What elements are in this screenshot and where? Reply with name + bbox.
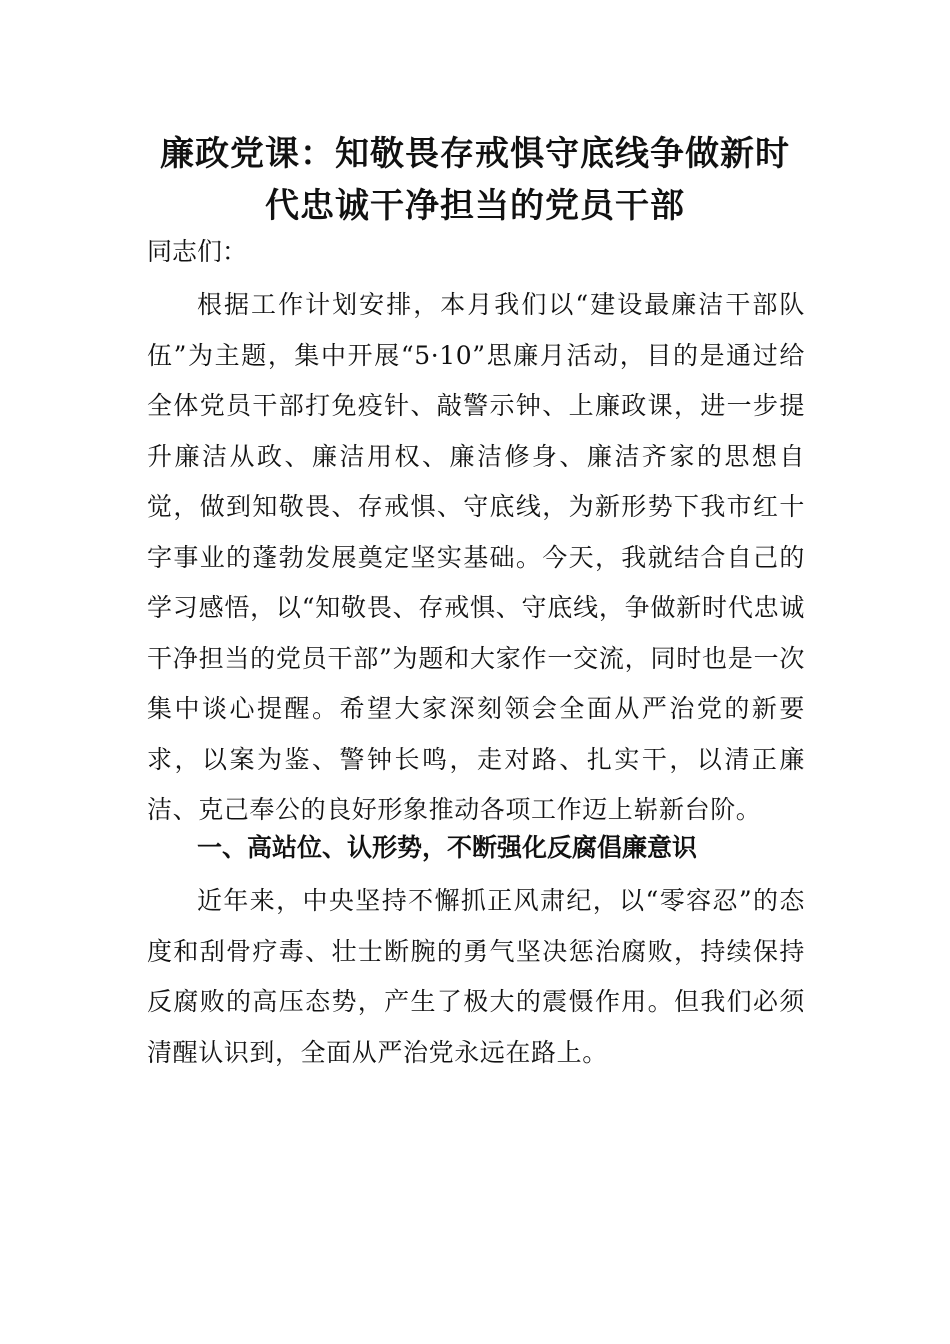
section-heading-1: 一、高站位、认形势，不断强化反腐倡廉意识 bbox=[197, 833, 698, 862]
document-title-line-2: 代忠诚干净担当的党员干部 bbox=[265, 186, 685, 226]
body-paragraph-1: 根据工作计划安排，本月我们以“建设最廉洁干部队伍”为主题，集中开展“5·10”思廉月活动，目的是通过给全体党员干部打免疫针、敲警示钟、上廉政课，进一步提升廉洁从政、廉洁用权、廉洁修身、廉洁齐家的思想自觉，做到知敬畏、存戒惧、守底线，为新形势下我市红十字事业的蓬勃发展奠定坚实基础。今天，我就结合自己的学习感悟，以“知敬畏、存戒惧、守底线，争做新时代忠诚干净担当的党员干部”为题和大家作一交流，同时也是一次集中谈心提醒。希望大家深刻领会全面从严治党的新要求，以案为鉴、警钟长鸣，走对路、扎实干，以清正廉洁、克己奉公的良好形象推动各项工作迈上崭新台阶。 bbox=[147, 290, 805, 824]
body-paragraph-2: 近年来，中央坚持不懈抓正风肃纪，以“零容忍”的态度和刮骨疗毒、壮士断腕的勇气坚决惩治腐败，持续保持反腐败的高压态势，产生了极大的震慑作用。但我们必须清醒认识到，全面从严治党永远在路上。 bbox=[147, 886, 805, 1067]
salutation: 同志们： bbox=[147, 237, 248, 266]
document-title-line-1: 廉政党课：知敬畏存戒惧守底线争做新时 bbox=[160, 134, 790, 174]
